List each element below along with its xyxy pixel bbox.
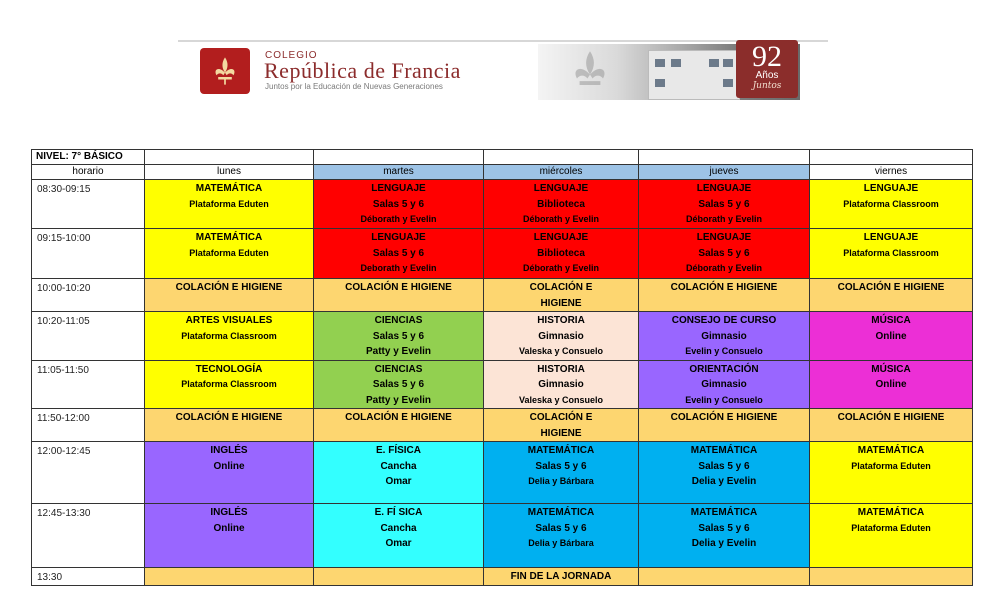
column-header-day: miércoles [484, 165, 639, 180]
subject-name: COLACIÓN E HIGIENE [175, 412, 283, 423]
column-header-day: jueves [639, 165, 810, 180]
class-teachers: Patty y Evelin [365, 394, 432, 406]
subject-name: TECNOLOGÍA [195, 363, 263, 375]
time-slot: 10:20-11:05 [32, 312, 145, 361]
class-location: Salas 5 y 6 [372, 198, 425, 210]
schedule-row [32, 229, 973, 279]
subject-name: LENGUAJE [863, 232, 919, 243]
class-location: Biblioteca [537, 247, 585, 259]
class-cell [484, 312, 639, 361]
anniversary-badge [736, 40, 798, 98]
class-cell [484, 360, 639, 409]
time-slot: 09:15-10:00 [32, 229, 145, 279]
class-cell [145, 312, 314, 361]
school-name: República de Francia [264, 58, 461, 83]
subject-name: CIENCIAS [374, 315, 423, 326]
column-header-day: lunes [145, 165, 314, 180]
subject-name: MÚSICA [871, 315, 911, 326]
class-location: Plataforma Eduten [189, 247, 269, 258]
column-header-day: martes [314, 165, 484, 180]
subject-name: COLACIÓN E HIGIENE [345, 412, 452, 423]
subject-name: COLACIÓN E HIGIENE [345, 282, 452, 293]
class-teachers: Delia y Evelin [691, 538, 757, 549]
class-cell [145, 360, 314, 409]
time-slot: 13:30 [32, 568, 145, 586]
class-cell [484, 568, 639, 586]
empty-header-cell [810, 150, 973, 165]
class-location: Salas 5 y 6 [698, 198, 750, 210]
subject-name: LENGUAJE [371, 183, 426, 194]
subject-name: MATEMÁTICA [527, 445, 595, 456]
class-cell [639, 360, 810, 409]
class-cell [810, 409, 973, 442]
class-cell [639, 442, 810, 504]
time-slot: 12:00-12:45 [32, 442, 145, 504]
subject-name: COLACIÓN E HIGIENE [670, 282, 778, 293]
column-header-day: viernes [810, 165, 973, 180]
class-location: Salas 5 y 6 [535, 522, 587, 534]
empty-header-cell [484, 150, 639, 165]
anniversary-script: Juntos [752, 81, 782, 91]
subject-name: COLACIÓN E HIGIENE [670, 412, 778, 423]
subject-name: INGLÉS [210, 445, 248, 456]
class-cell [810, 312, 973, 361]
subject-name: MATEMÁTICA [857, 507, 925, 518]
subject-name: INGLÉS [210, 507, 248, 518]
level-label: NIVEL: 7° BÁSICO [32, 150, 145, 165]
subject-name: LENGUAJE [371, 232, 426, 243]
subject-name: FIN DE LA JORNADA [510, 571, 612, 582]
class-location: Plataforma Classroom [843, 247, 939, 258]
class-location: Online [213, 460, 245, 472]
class-location: Salas 5 y 6 [372, 247, 425, 259]
class-location: Gimnasio [538, 379, 584, 390]
class-cell [145, 504, 314, 568]
class-teachers: Patty y Evelin [365, 346, 432, 357]
schedule-row [32, 312, 973, 361]
class-cell [145, 409, 314, 442]
time-slot: 12:45-13:30 [32, 504, 145, 568]
class-cell [484, 279, 639, 312]
class-location: Plataforma Classroom [181, 330, 277, 341]
subject-name: ORIENTACIÓN [689, 363, 759, 375]
class-location: Cancha [380, 460, 417, 472]
class-cell [639, 312, 810, 361]
class-teachers: Evelin y Consuelo [685, 346, 763, 356]
class-cell [484, 504, 639, 568]
class-teachers: Evelin y Consuelo [685, 394, 763, 405]
school-label: COLEGIO [265, 50, 318, 61]
class-cell [314, 504, 484, 568]
class-teachers: Delia y Evelin [691, 476, 757, 487]
class-location: Plataforma Classroom [181, 379, 277, 389]
class-cell [639, 409, 810, 442]
class-cell [810, 279, 973, 312]
class-cell [145, 180, 314, 229]
class-teachers: Valeska y Consuelo [518, 346, 604, 356]
subject-name: LENGUAJE [533, 232, 589, 243]
class-teachers: Déborath y Evelin [522, 263, 600, 273]
time-slot: 08:30-09:15 [32, 180, 145, 229]
class-location: Salas 5 y 6 [698, 247, 750, 259]
subject-name: CONSEJO DE CURSO [671, 315, 777, 326]
class-cell [484, 180, 639, 229]
building-facade [648, 50, 740, 100]
class-location: Plataforma Eduten [189, 198, 269, 209]
class-cell [314, 229, 484, 279]
anniversary-number: 92 [752, 40, 782, 73]
subject-name: MATEMÁTICA [690, 445, 758, 456]
schedule-row [32, 360, 973, 409]
class-cell [810, 229, 973, 279]
class-location: Salas 5 y 6 [535, 460, 587, 472]
subject-name: COLACIÓN E HIGIENE [837, 412, 945, 423]
class-cell [810, 504, 973, 568]
class-location: Biblioteca [537, 198, 585, 210]
subject-name: MÚSICA [871, 363, 911, 375]
class-teachers: Déborath y Evelin [685, 263, 763, 273]
class-cell [810, 180, 973, 229]
empty-header-cell [639, 150, 810, 165]
class-cell [484, 409, 639, 442]
class-cell [639, 180, 810, 229]
column-header-horario: horario [32, 165, 145, 180]
subject-name: E. FÍSICA [375, 445, 421, 456]
empty-header-cell [314, 150, 484, 165]
class-cell [145, 229, 314, 279]
class-cell [145, 442, 314, 504]
class-cell [484, 442, 639, 504]
class-location: Salas 5 y 6 [372, 379, 425, 390]
subject-name: CIENCIAS [374, 363, 423, 375]
column-header-row [32, 165, 973, 180]
fleur-de-lis-icon [208, 54, 242, 88]
class-teachers: Omar [385, 476, 412, 487]
subject-name: MATEMÁTICA [690, 507, 758, 518]
class-location: Salas 5 y 6 [372, 330, 425, 342]
subject-name: COLACIÓN E HIGIENE [175, 282, 283, 293]
class-teachers: Delia y Bárbara [528, 476, 594, 486]
subject-name: LENGUAJE [533, 183, 589, 194]
class-location: Gimnasio [701, 379, 747, 390]
class-cell [145, 279, 314, 312]
class-location: Plataforma Eduten [851, 460, 931, 471]
class-cell [314, 409, 484, 442]
fleur-watermark-icon [558, 46, 622, 98]
class-cell [314, 360, 484, 409]
schedule-row [32, 442, 973, 504]
header-divider [178, 40, 828, 42]
time-slot: 11:05-11:50 [32, 360, 145, 409]
class-teachers: Déborath y Evelin [522, 214, 600, 224]
schedule-row [32, 504, 973, 568]
class-cell [810, 568, 973, 586]
class-teachers: Valeska y Consuelo [518, 394, 604, 405]
class-cell [314, 279, 484, 312]
class-cell [145, 568, 314, 586]
class-location: Gimnasio [538, 330, 584, 342]
class-location: HIGIENE [540, 427, 582, 439]
class-location: Cancha [380, 522, 417, 534]
class-schedule-table [31, 149, 973, 586]
school-motto: Juntos por la Educación de Nuevas Generaciones [265, 82, 443, 91]
subject-name: MATEMÁTICA [195, 183, 263, 194]
class-teachers: Omar [385, 538, 412, 549]
class-cell [314, 442, 484, 504]
class-cell [810, 360, 973, 409]
class-location: HIGIENE [540, 297, 582, 309]
time-slot: 11:50-12:00 [32, 409, 145, 442]
subject-name: ARTES VISUALES [185, 315, 273, 326]
subject-name: LENGUAJE [696, 232, 752, 243]
subject-name: LENGUAJE [863, 183, 919, 194]
class-location: Online [875, 330, 907, 342]
subject-name: COLACIÓN E [529, 412, 593, 423]
class-teachers: Déborath y Evelin [360, 214, 437, 224]
schedule-row [32, 279, 973, 312]
class-teachers: Deborath y Evelin [360, 263, 437, 273]
class-cell [314, 180, 484, 229]
class-teachers: Déborath y Evelin [685, 214, 763, 224]
class-location: Plataforma Eduten [851, 522, 931, 533]
class-teachers: Delia y Bárbara [528, 538, 594, 548]
class-location: Salas 5 y 6 [698, 460, 750, 472]
subject-name: E. FÍ SICA [374, 507, 423, 518]
class-cell [810, 442, 973, 504]
subject-name: HISTORIA [537, 315, 585, 326]
level-row [32, 150, 973, 165]
empty-header-cell [145, 150, 314, 165]
class-location: Online [213, 522, 245, 534]
time-slot: 10:00-10:20 [32, 279, 145, 312]
class-cell [314, 312, 484, 361]
class-location: Plataforma Classroom [843, 198, 939, 209]
subject-name: HISTORIA [537, 363, 585, 375]
subject-name: MATEMÁTICA [527, 507, 595, 518]
schedule-row [32, 568, 973, 586]
class-cell [639, 279, 810, 312]
class-location: Online [875, 379, 907, 390]
subject-name: MATEMÁTICA [857, 445, 925, 456]
anniversary-text: Años [755, 70, 779, 81]
class-cell [639, 568, 810, 586]
subject-name: COLACIÓN E HIGIENE [837, 282, 945, 293]
subject-name: MATEMÁTICA [195, 232, 263, 243]
school-header [178, 40, 828, 102]
class-cell [639, 504, 810, 568]
schedule-row [32, 409, 973, 442]
class-cell [314, 568, 484, 586]
schedule-row [32, 180, 973, 229]
class-cell [639, 229, 810, 279]
class-cell [484, 229, 639, 279]
school-crest-logo [200, 48, 250, 94]
class-location: Gimnasio [701, 330, 747, 342]
subject-name: LENGUAJE [696, 183, 752, 194]
subject-name: COLACIÓN E [529, 282, 593, 293]
class-location: Salas 5 y 6 [698, 522, 750, 534]
